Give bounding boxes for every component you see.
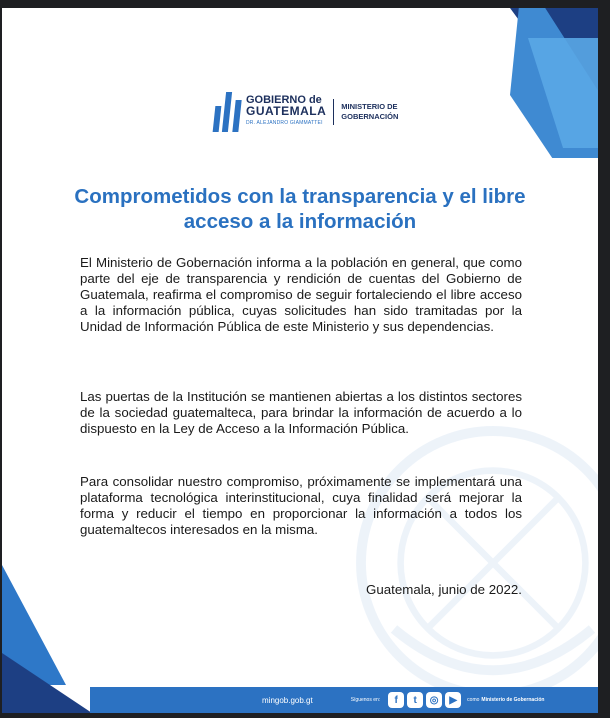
paragraph-2: Las puertas de la Institución se mantienen abiertas a los distintos sectores de la sociedad guatemalteca, para brindar la información de acuerdo a lo dispuesto en la Ley de Acceso a la Información Pública. bbox=[80, 389, 522, 437]
logo-divider bbox=[333, 99, 334, 125]
paragraph-1: El Ministerio de Gobernación informa a la población en general, que como parte del eje de transparencia y rendición de cuentas del Gobierno de Guatemala, reafirma el compromiso de seguir fortaleciendo el libre acceso a la información pública, cuyas solicitudes han sido tramitadas por la Unidad de Información Pública de este Ministerio y sus dependencias. bbox=[80, 255, 522, 335]
logo-line2: GUATEMALA bbox=[246, 104, 327, 118]
government-logo bbox=[214, 92, 398, 132]
statement-title: Comprometidos con la transparencia y el libre acceso a la información bbox=[74, 185, 526, 233]
logo-line3: DR. ALEJANDRO GIAMMATTEI bbox=[246, 120, 323, 126]
logo-ministry-text bbox=[341, 102, 398, 122]
logo-line1: GOBIERNO de bbox=[246, 94, 322, 106]
as-label: como bbox=[467, 697, 480, 703]
ministry-line2: GOBERNACIÓN bbox=[341, 112, 399, 121]
logo-government-text bbox=[246, 95, 326, 129]
logo-bars-icon bbox=[214, 92, 240, 132]
coat-of-arms-watermark bbox=[328, 398, 598, 713]
footer-bar bbox=[90, 687, 598, 713]
social-icons bbox=[388, 692, 461, 708]
statement-card bbox=[2, 8, 598, 713]
youtube-icon[interactable]: ▶ bbox=[445, 692, 461, 708]
social-handle: Ministerio de Gobernación bbox=[481, 697, 545, 703]
website-link[interactable]: mingob.gob.gt bbox=[262, 695, 313, 705]
twitter-icon[interactable]: t bbox=[407, 692, 423, 708]
facebook-icon[interactable]: f bbox=[388, 692, 404, 708]
statement-date: Guatemala, junio de 2022. bbox=[366, 582, 522, 597]
instagram-icon[interactable]: ◎ bbox=[426, 692, 442, 708]
ministry-line1: MINISTERIO DE bbox=[341, 102, 398, 111]
follow-label: Síguenos en: bbox=[350, 697, 381, 703]
paragraph-3: Para consolidar nuestro compromiso, próximamente se implementará una plataforma tecnológica interinstitucional, cuya finalidad será mejorar la forma y reducir el tiempo en proporcionar la información a todos los guatemaltecos interesados en la misma. bbox=[80, 474, 522, 538]
